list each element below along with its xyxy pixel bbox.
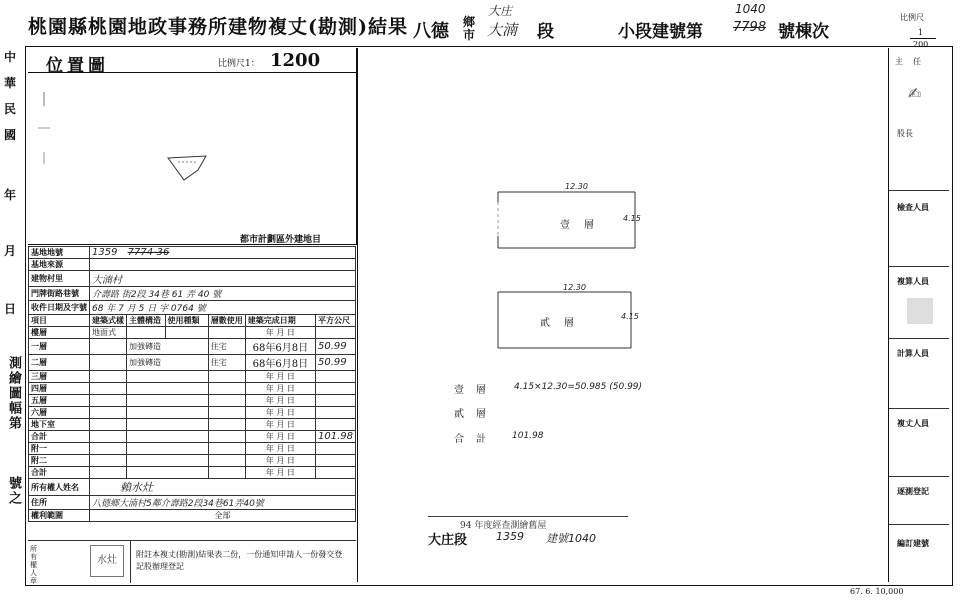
village-label: 建物村里 [29, 271, 90, 287]
table-row: 樓層 地面式 年 月 日 [29, 327, 356, 339]
table-row [29, 287, 356, 301]
owner-label: 所有權人姓名 [29, 479, 90, 496]
column-header: 項目 [29, 315, 90, 327]
role-director: 主任 [895, 57, 931, 66]
building-suffix: 號棟次 [778, 22, 829, 42]
row-item: 地下室 [29, 419, 90, 431]
residence-label: 住所 [29, 496, 90, 510]
table-row [29, 496, 356, 510]
table-row [29, 259, 356, 271]
role-section-chief: 股長 [897, 129, 913, 138]
dimension-label: 12.30 [565, 182, 588, 191]
divider [130, 541, 131, 583]
signature-column: 主任 ✍ 股長 檢查人員 複算人員 計算人員 複丈人員 逐測登記 編訂建號 [889, 48, 949, 582]
table-row [29, 339, 356, 355]
row-item: 五層 [29, 395, 90, 407]
location-map-title: 位置圖 [46, 56, 109, 76]
margin-char: 國 [4, 128, 17, 142]
stamp-section: 大庄段 [428, 533, 468, 548]
village-value: 大湳村 [90, 271, 356, 287]
row-item: 附二 [29, 455, 90, 467]
origin-label: 基地來源 [29, 259, 90, 271]
margin-sub-number: 號之 [6, 476, 21, 506]
column-header: 建築式樣 [90, 315, 127, 327]
row-item: 三層 [29, 371, 90, 383]
location-map-scale-label: 比例尺1： [218, 59, 260, 69]
dimension-side-label: 4.15 [621, 312, 639, 321]
seal-stamp [907, 298, 933, 324]
subsection-label: 小段建號第 [618, 22, 703, 42]
parcel-value: 1359 [92, 247, 118, 258]
row-date: 68年6月8日 [245, 355, 315, 371]
remarks-note: 附註本複丈(勘測)結果表二份，一份通知申請人一份發交登記股辦理登記 [136, 550, 343, 571]
table-row [29, 419, 356, 431]
table-row [29, 455, 356, 467]
scale-numerator: 1 [918, 28, 924, 37]
building-number-crossed: 7798 [733, 20, 767, 35]
location-map-scale-value: 1200 [270, 50, 321, 71]
row-structure: 加強磚造 [127, 339, 209, 355]
row-use: 住宅 [208, 339, 245, 355]
owner-value: 賴水灶 [90, 479, 356, 496]
district-prefix: 八德 [413, 21, 449, 42]
column-header: 平方公尺 [316, 315, 356, 327]
table-row [29, 431, 356, 443]
column-header: 建築完成日期 [245, 315, 315, 327]
section-handwritten: 大湳 [487, 21, 518, 39]
stamp-parcel: 1359 [496, 530, 524, 543]
receipt-date-label: 收件日期及字號 [29, 301, 90, 315]
table-row [29, 479, 356, 496]
row-item: 合計 [29, 467, 90, 479]
role-recalculator: 複算人員 [897, 276, 929, 286]
table-header-row [29, 315, 356, 327]
row-use: 住宅 [208, 355, 245, 371]
table-row [29, 407, 356, 419]
row-item: 合計 [29, 431, 90, 443]
row-area: 101.98 [316, 431, 356, 443]
parcel-label: 基地地號 [29, 247, 90, 259]
dimension-label: 12.30 [563, 283, 586, 292]
table-row [29, 247, 356, 259]
margin-char: 月 [4, 244, 17, 258]
section-handwritten-top: 大庄 [488, 4, 513, 18]
column-header: 主體構造 [127, 315, 166, 327]
table-row [29, 301, 356, 315]
rights-value: 全部 [90, 510, 356, 522]
margin-sheet-number: 測繪圖幅第 [6, 356, 21, 431]
row-date: 年 月 日 [245, 431, 315, 443]
row-item: 四層 [29, 383, 90, 395]
location-sketch [28, 72, 356, 242]
table-row [29, 443, 356, 455]
dimension-side-label: 4.15 [623, 214, 641, 223]
row-item: 附一 [29, 443, 90, 455]
row-structure: 加強磚造 [127, 355, 209, 371]
rights-label: 權利範圍 [29, 510, 90, 522]
registration-table [28, 246, 356, 522]
row-area: 50.99 [316, 339, 356, 355]
section-suffix: 段 [537, 22, 554, 42]
table-row [29, 510, 356, 522]
margin-char: 日 [4, 302, 17, 316]
margin-date-labels [4, 44, 22, 322]
margin-char: 華 [4, 76, 17, 90]
floor-2-label: 貳層 [540, 318, 588, 329]
location-map-panel [28, 48, 357, 245]
margin-char: 年 [4, 188, 17, 202]
survey-stamp [428, 516, 628, 547]
table-row [29, 467, 356, 479]
calc-floor-1-label: 壹層 [454, 385, 498, 396]
row-date: 年 月 日 [245, 467, 315, 479]
margin-char: 民 [4, 102, 17, 116]
row-date: 年 月 日 [245, 395, 315, 407]
row-area: 50.99 [316, 355, 356, 371]
row-date: 年 月 日 [245, 383, 315, 395]
table-row [29, 271, 356, 287]
table-row [29, 395, 356, 407]
seal-label: 所有權人章 [30, 545, 37, 585]
building-number-handwritten: 1040 [735, 2, 766, 16]
column-header: 使用種類 [165, 315, 208, 327]
row-date: 年 月 日 [245, 407, 315, 419]
calc-total-value: 101.98 [512, 431, 544, 441]
seal-note-row [28, 540, 356, 583]
table-row [29, 371, 356, 383]
floor-1-label: 壹層 [560, 220, 608, 231]
row-date: 年 月 日 [245, 455, 315, 467]
role-inspector: 檢查人員 [897, 202, 929, 212]
print-code: 67. 6. 10,000 [850, 587, 904, 596]
role-numbering: 編訂建號 [897, 538, 929, 548]
district-type: 鄉市 [463, 15, 476, 42]
row-item: 六層 [29, 407, 90, 419]
calc-floor-2-label: 貳層 [454, 409, 498, 420]
address-label: 門牌街路巷號 [29, 287, 90, 301]
margin-char: 中 [4, 50, 17, 64]
form-title: 桃園縣桃園地政事務所建物複丈(勘測)結果 [28, 16, 408, 38]
calc-total-label: 合計 [454, 434, 498, 445]
stamp-building-number: 建號1040 [546, 532, 596, 545]
role-calculator: 計算人員 [897, 348, 929, 358]
scale-fraction-line [910, 38, 936, 39]
zoning-note: 都市計劃區外建地目 [240, 235, 322, 245]
role-surveyor: 複丈人員 [897, 418, 929, 428]
owner-seal: 水灶 [90, 545, 124, 577]
column-header: 層數使用 [208, 315, 245, 327]
row-item: 一層 [29, 339, 90, 355]
receipt-date-value: 68 年 7 月 5 日 字 0764 號 [90, 301, 356, 315]
table-row [29, 355, 356, 371]
row-date: 年 月 日 [245, 371, 315, 383]
scale-label: 比例尺 [900, 13, 924, 22]
role-registration: 逐測登記 [897, 486, 929, 496]
table-row [29, 383, 356, 395]
parcel-crossed: 7774-36 [127, 247, 170, 258]
row-date: 68年6月8日 [245, 339, 315, 355]
scale-denominator: 200 [913, 40, 929, 49]
row-date: 年 月 日 [245, 443, 315, 455]
calc-floor-1-value: 4.15×12.30=50.985 (50.99) [514, 382, 643, 392]
row-date: 年 月 日 [245, 419, 315, 431]
stamp-line-1: 94 年度經查測繪舊屋 [460, 521, 547, 531]
floor-header: 樓層 [29, 327, 90, 339]
ground-header: 地面式 [90, 327, 127, 339]
residence-value: 八德鄉大湳村5鄰介壽路2段34巷61弄40號 [90, 496, 356, 510]
row-item: 二層 [29, 355, 90, 371]
address-value: 介壽路 街2段 34巷 61 弄 40 號 [90, 287, 356, 301]
